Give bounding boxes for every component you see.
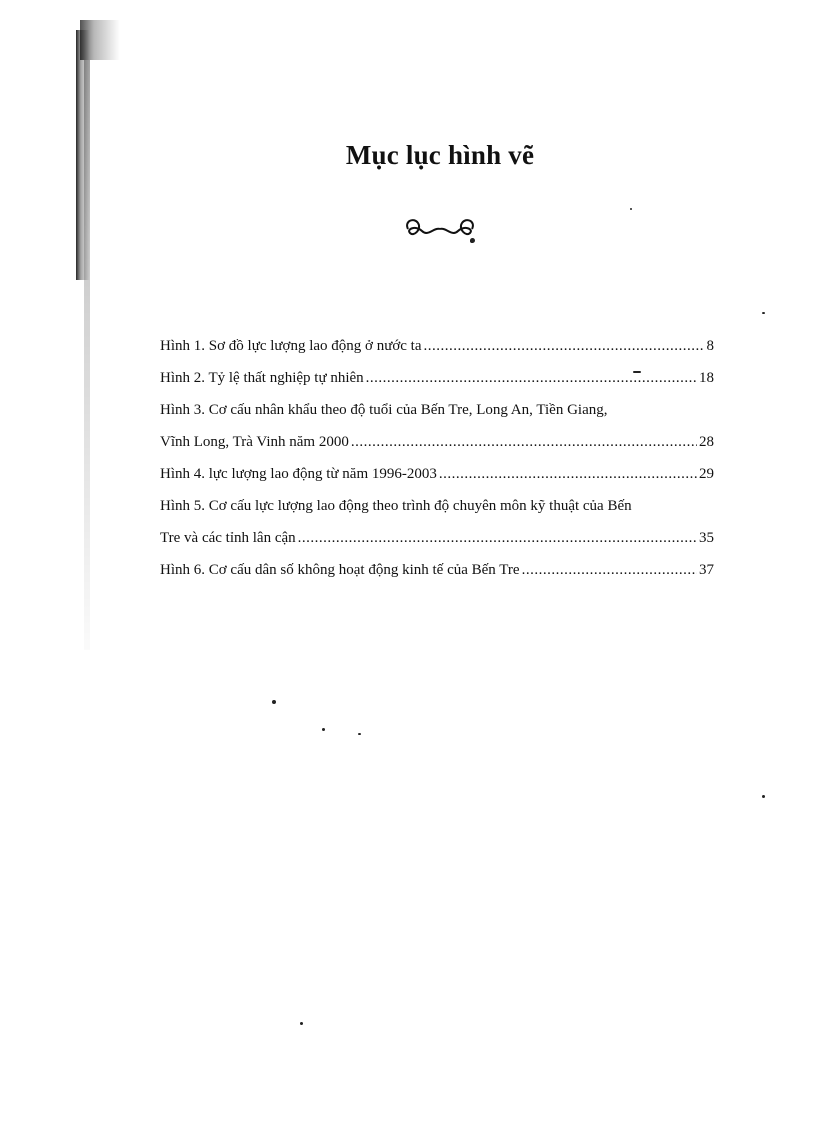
table-of-figures bbox=[160, 330, 714, 586]
toc-entry-figure-2[interactable] bbox=[160, 362, 714, 394]
toc-page-number: 18 bbox=[699, 370, 714, 386]
dot-leader bbox=[522, 554, 697, 586]
scan-speck bbox=[633, 371, 641, 373]
toc-entry-label-line-2: Tre và các tỉnh lân cận bbox=[160, 530, 296, 546]
scan-speck bbox=[358, 733, 361, 735]
dot-leader bbox=[366, 362, 697, 394]
scan-speck bbox=[762, 312, 765, 314]
toc-page-number: 29 bbox=[699, 466, 714, 482]
scan-speck bbox=[630, 208, 632, 210]
dot-leader bbox=[351, 426, 697, 458]
toc-entry-label: Hình 1. Sơ đồ lực lượng lao động ở nước ta bbox=[160, 338, 422, 354]
toc-page-number: 28 bbox=[699, 434, 714, 450]
dot-leader bbox=[298, 522, 697, 554]
toc-entry-figure-1[interactable] bbox=[160, 330, 714, 362]
scan-binding-shadow bbox=[62, 20, 142, 660]
toc-page-number: 8 bbox=[706, 338, 714, 354]
toc-entry-label: Hình 4. lực lượng lao động từ năm 1996-2003 bbox=[160, 466, 437, 482]
scan-speck bbox=[322, 728, 325, 731]
scan-speck bbox=[762, 795, 765, 798]
dot-leader bbox=[424, 330, 705, 362]
toc-entry-label-line-2: Vĩnh Long, Trà Vinh năm 2000 bbox=[160, 434, 349, 450]
fleuron-ornament-icon bbox=[400, 211, 480, 251]
scan-speck bbox=[272, 700, 276, 704]
toc-entry-figure-4[interactable] bbox=[160, 458, 714, 490]
toc-page-number: 37 bbox=[699, 562, 714, 578]
toc-entry-figure-5[interactable] bbox=[160, 490, 714, 554]
toc-entry-label: Hình 6. Cơ cấu dân số không hoạt động kinh tế của Bến Tre bbox=[160, 562, 520, 578]
toc-page-number: 35 bbox=[699, 530, 714, 546]
toc-entry-figure-6[interactable] bbox=[160, 554, 714, 586]
toc-entry-figure-3[interactable] bbox=[160, 394, 714, 458]
scan-speck bbox=[300, 1022, 303, 1025]
toc-entry-label: Hình 2. Tỷ lệ thất nghiệp tự nhiên bbox=[160, 370, 364, 386]
dot-leader bbox=[439, 458, 697, 490]
page-title: Mục lục hình vẽ bbox=[345, 140, 535, 170]
toc-entry-label-line-1: Hình 5. Cơ cấu lực lượng lao động theo trình độ chuyên môn kỹ thuật của Bến bbox=[160, 498, 632, 514]
scan-speck bbox=[470, 238, 475, 243]
toc-entry-label-line-1: Hình 3. Cơ cấu nhân khẩu theo độ tuổi của Bến Tre, Long An, Tiền Giang, bbox=[160, 402, 608, 418]
